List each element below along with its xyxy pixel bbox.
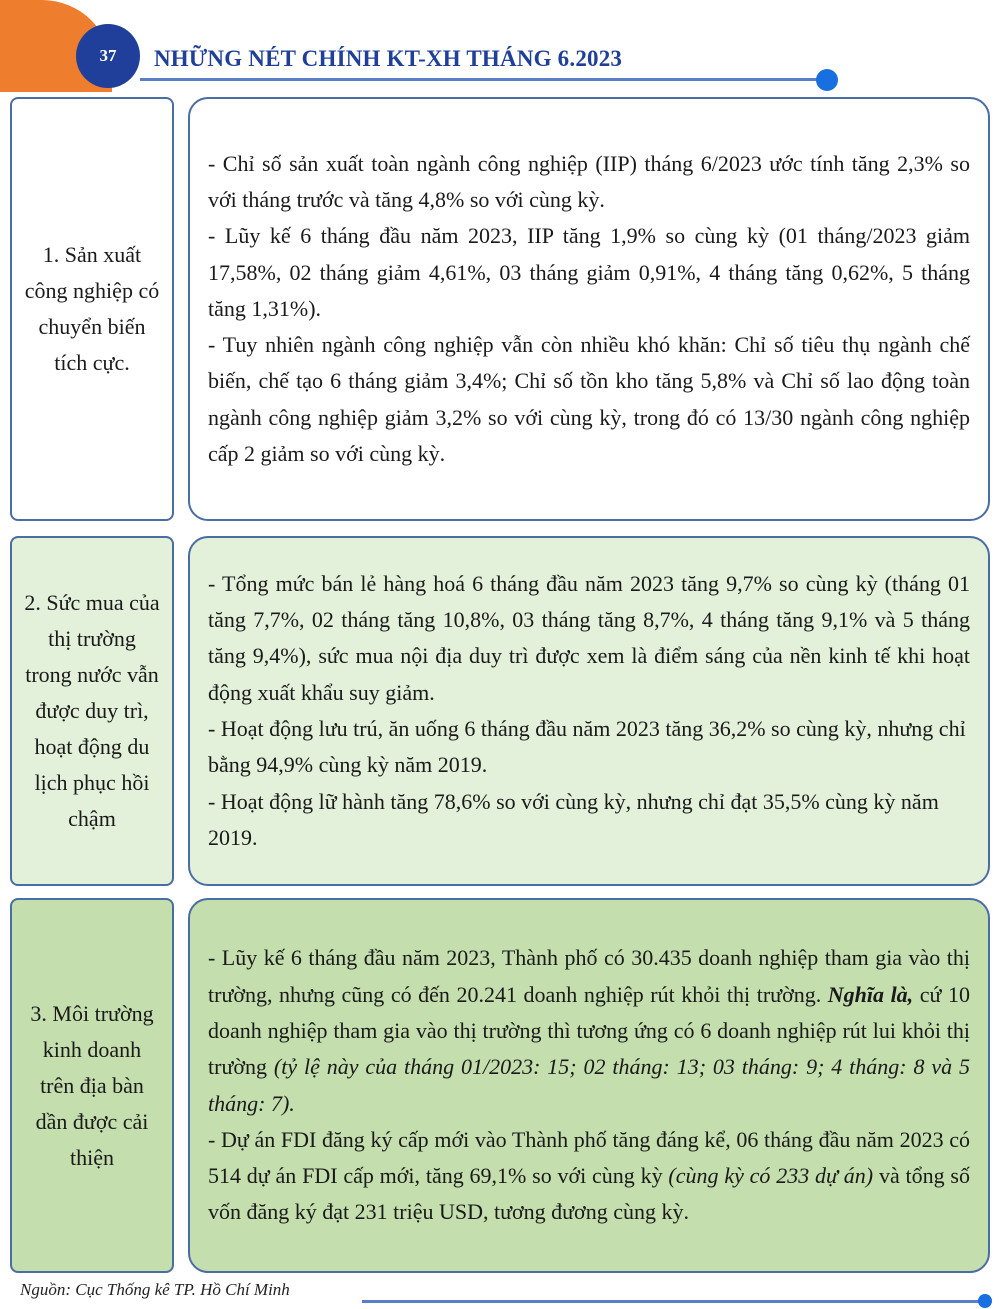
row-3-p1-text-a: - Lũy kế 6 tháng đầu năm 2023, Thành phố có 30.435 doanh nghiệp tham gia vào thị trường, nhưng cũng có đến 20.241 doanh nghiệp rút khỏi thị trường. [208, 945, 970, 1007]
row-2-paragraph-2: - Hoạt động lưu trú, ăn uống 6 tháng đầu năm 2023 tăng 36,2% so cùng kỳ, nhưng chỉ bằng 94,9% cùng kỳ năm 2019. [208, 716, 966, 778]
header-divider [140, 78, 828, 81]
page-number: 37 [99, 46, 117, 65]
row-2-label-box [10, 536, 174, 886]
row-3-label-box [10, 898, 174, 1273]
row-1-paragraph-2: - Lũy kế 6 tháng đầu năm 2023, IIP tăng 1,9% so cùng kỳ (01 tháng/2023 giảm 17,58%, 02 tháng giảm 4,61%, 03 tháng giảm 0,91%, 4 tháng tăng 0,62%, 5 tháng tăng 1,31%). [208, 223, 970, 321]
row-2-paragraph-1: - Tổng mức bán lẻ hàng hoá 6 tháng đầu năm 2023 tăng 9,7% so cùng kỳ (tháng 01 tăng 7,7%, 02 tháng tăng 10,8%, 03 tháng tăng 8,7%, 4 tháng tăng 9,1% và 5 tháng tăng 9,4%), sức mua nội địa duy trì được xem là điểm sáng của nền kinh tế khi hoạt động xuất khẩu suy giảm. [208, 570, 970, 705]
row-2-content-box [188, 536, 990, 886]
row-1-label-box [10, 97, 174, 521]
page-number-badge [76, 24, 140, 88]
header-dot-ornament [816, 69, 838, 91]
row-1-label: 1. Sản xuất công nghiệp có chuyển biến tích cực. [24, 242, 160, 375]
row-3-paragraph-1 [208, 940, 970, 1121]
row-1-paragraph-1: - Chỉ số sản xuất toàn ngành công nghiệp (IIP) tháng 6/2023 ước tính tăng 2,3% so với tháng trước và tăng 4,8% so với cùng kỳ. [208, 150, 970, 212]
footer-dot-ornament [978, 1294, 992, 1308]
row-3-p1-note: (tỷ lệ này của tháng 01/2023: 15; 02 tháng: 13; 03 tháng: 9; 4 tháng: 8 và 5 tháng: 7). [208, 1054, 971, 1116]
row-2-label: 2. Sức mua của thị trường trong nước vẫn được duy trì, hoạt động du lịch phục hồi chậm [24, 590, 160, 831]
row-3-p1-text-c: cứ 10 doanh nghiệp tham gia vào thị trường thì tương ứng có 6 doanh nghiệp rút lui khỏi thị trường [208, 981, 970, 1080]
row-1-content-box [188, 97, 990, 521]
row-2-paragraph-3: - Hoạt động lữ hành tăng 78,6% so với cùng kỳ, nhưng chỉ đạt 35,5% cùng kỳ năm 2019. [208, 788, 939, 850]
page-title: NHỮNG NÉT CHÍNH KT-XH THÁNG 6.2023 [154, 46, 623, 71]
row-3-p2-text-a: - Dự án FDI đăng ký cấp mới vào Thành phố tăng đáng kể, 06 tháng đầu năm 2023 có 514 dự án FDI cấp mới, tăng 69,1% so với cùng kỳ [208, 1126, 970, 1189]
row-3-paragraph-2 [208, 1122, 970, 1231]
row-1-paragraph-3: - Tuy nhiên ngành công nghiệp vẫn còn nhiều khó khăn: Chỉ số tiêu thụ ngành chế biến, chế tạo 6 tháng giảm 3,4%; Chỉ số tồn kho tăng 5,8% và Chỉ số lao động toàn ngành công nghiệp giảm 3,2% so với cùng kỳ, trong đó có 13/30 ngành công nghiệp cấp 2 giảm so với cùng kỳ. [208, 332, 970, 467]
row-3-label: 3. Môi trường kinh doanh trên địa bàn dần được cải thiện [30, 1000, 154, 1170]
row-3-p1-emphasis: Nghĩa là, [827, 981, 914, 1007]
source-note: Nguồn: Cục Thống kê TP. Hồ Chí Minh [20, 1280, 290, 1299]
row-3-content-box [188, 898, 990, 1273]
row-3-p2-note: (cùng kỳ có 233 dự án) [668, 1163, 874, 1189]
row-3-p2-text-c: và tổng số vốn đăng ký đạt 231 triệu USD, tương đương cùng kỳ. [208, 1163, 970, 1225]
footer-divider [362, 1300, 982, 1303]
